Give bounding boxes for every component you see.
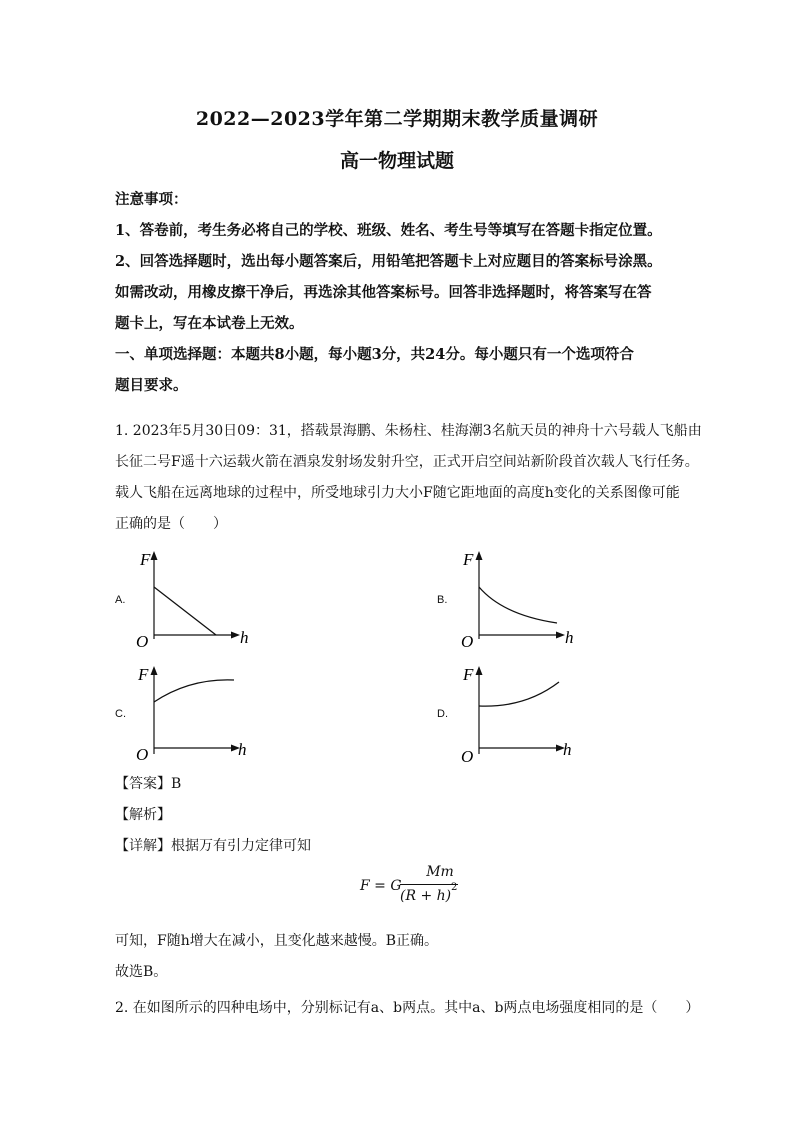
y-axis-arrow-icon: [151, 666, 158, 675]
option-b-label: B.: [437, 594, 448, 606]
formula-exponent: 2: [451, 882, 458, 893]
notice-item-2-line-3: 题卡上，写在本试卷上无效。: [115, 315, 304, 332]
option-c-graph: [130, 660, 260, 770]
formula-numerator: Mm: [426, 864, 454, 880]
axis-label-h: h: [563, 740, 572, 759]
axis-label-h: h: [565, 628, 574, 647]
origin-label: O: [136, 745, 149, 764]
question-1-line-3: 载人飞船在远离地球的过程中，所受地球引力大小F随它距地面的高度h变化的关系图像可能: [115, 485, 680, 501]
origin-label: O: [136, 632, 149, 651]
section-1-heading: 一、单项选择题：本题共8小题，每小题3分，共24分。每小题只有一个选项符合: [115, 346, 634, 363]
option-a-label: A.: [115, 594, 126, 606]
y-axis-arrow-icon: [476, 551, 483, 560]
analysis-heading: 【解析】: [115, 807, 171, 823]
conclusion-line: 可知，F随h增大在减小，且变化越来越慢。B正确。: [115, 933, 439, 949]
curve-increasing-concave: [154, 680, 234, 702]
fraction-bar: [400, 884, 458, 885]
notice-item-2-line-1: 2、回答选择题时，选出每小题答案后，用铅笔把答题卡上对应题目的答案标号涂黑。: [115, 253, 662, 270]
option-a-graph: [130, 545, 260, 655]
curve-decreasing: [479, 587, 557, 623]
y-axis-arrow-icon: [476, 666, 483, 675]
formula-denominator: (R + h): [400, 888, 452, 904]
notice-item-1: 1、答卷前，考生务必将自己的学校、班级、姓名、考生号等填写在答题卡指定位置。: [115, 222, 662, 239]
option-d-label: D.: [437, 708, 448, 720]
exam-subtitle: 高一物理试题: [339, 150, 454, 172]
choice-line: 故选B。: [115, 964, 168, 980]
option-b-graph: [455, 545, 585, 655]
axis-label-f: F: [140, 550, 151, 569]
axis-label-f: F: [463, 550, 474, 569]
question-1-line-1: 1. 2023年5月30日09：31，搭载景海鹏、朱杨柱、桂海潮3名航天员的神舟十六号载人飞船由: [115, 423, 702, 439]
x-axis-arrow-icon: [556, 632, 565, 639]
y-axis-arrow-icon: [151, 551, 158, 560]
answer-line: 【答案】B: [115, 776, 182, 792]
detail-line: 【详解】根据万有引力定律可知: [115, 838, 311, 854]
question-1-line-2: 长征二号F遥十六运载火箭在酒泉发射场发射升空，正式开启空间站新阶段首次载人飞行任务。: [115, 454, 699, 470]
exam-title: 2022—2023学年第二学期期末教学质量调研: [195, 108, 599, 130]
curve-line: [154, 587, 216, 635]
formula-lhs: F = G: [360, 878, 402, 894]
axis-label-h: h: [240, 628, 249, 647]
section-1-heading-cont: 题目要求。: [115, 377, 188, 394]
axis-label-f: F: [138, 665, 149, 684]
notice-item-2-line-2: 如需改动，用橡皮擦干净后，再选涂其他答案标号。回答非选择题时，将答案写在答: [115, 284, 652, 301]
axis-label-f: F: [463, 665, 474, 684]
x-axis-arrow-icon: [231, 632, 240, 639]
question-2-line-1: 2. 在如图所示的四种电场中，分别标记有a、b两点。其中a、b两点电场强度相同的是（ ）: [115, 1000, 700, 1016]
curve-increasing-convex: [479, 682, 559, 706]
option-c-label: C.: [115, 708, 126, 720]
axis-label-h: h: [238, 740, 247, 759]
origin-label: O: [461, 632, 474, 651]
question-1-line-4: 正确的是（ ）: [115, 516, 227, 532]
notice-heading: 注意事项：: [115, 191, 188, 208]
origin-label: O: [461, 747, 474, 766]
option-d-graph: [455, 660, 585, 770]
